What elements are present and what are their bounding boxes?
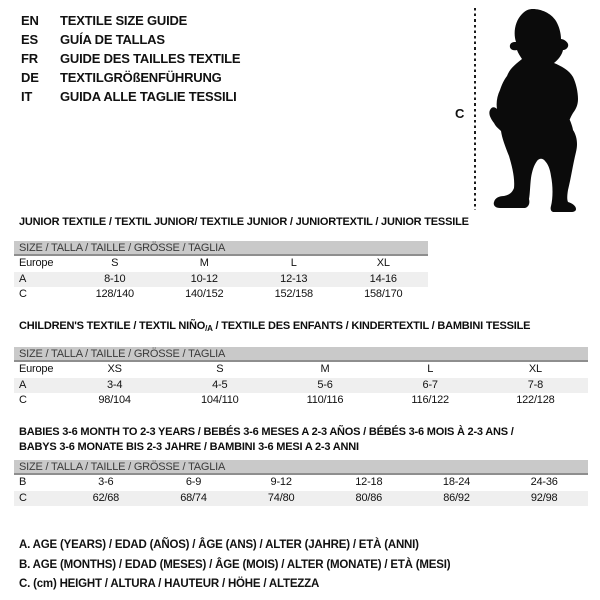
- table-cell: 6-9: [185, 476, 202, 488]
- table-cell: M: [320, 363, 330, 375]
- table-cell: 74/80: [267, 491, 295, 504]
- table-cell: 12-18: [355, 476, 383, 488]
- table-row-height: [14, 491, 588, 507]
- table-row-europe: [14, 362, 588, 378]
- title-text: CHILDREN'S TEXTILE / TEXTIL NIÑO: [19, 320, 206, 332]
- table-cell: 6-7: [422, 378, 438, 391]
- table-cell: 140/152: [185, 288, 224, 300]
- footnote-c: C. (cm) HEIGHT / ALTURA / HAUTEUR / HÖHE / ALTEZZA: [19, 578, 320, 590]
- table-cell: 128/140: [95, 288, 134, 300]
- table-cell: 68/74: [180, 491, 207, 504]
- table-cell: 3-4: [106, 378, 123, 391]
- table-cell: 5-6: [317, 378, 333, 391]
- section-title-babies-line1: BABIES 3-6 MONTH TO 2-3 YEARS / BEBÉS 3-6 MESES A 2-3 AÑOS / BÉBÉS 3-6 MOIS À 2-3 ANS /: [19, 426, 514, 438]
- table-row-height: [14, 393, 588, 409]
- table-cell: 80/86: [355, 491, 383, 504]
- lang-title-fr: GUIDE DES TAILLES TEXTILE: [60, 51, 241, 66]
- size-header-bar: SIZE / TALLA / TAILLE / GRÖSSE / TAGLIA: [14, 460, 588, 475]
- row-label: C: [19, 288, 27, 300]
- babies-size-table: [14, 460, 588, 506]
- row-label: B: [19, 476, 27, 488]
- lang-code-de: DE: [21, 70, 39, 85]
- table-cell: XL: [376, 257, 390, 269]
- size-header-bar: SIZE / TALLA / TAILLE / GRÖSSE / TAGLIA: [14, 241, 428, 256]
- lang-code-fr: FR: [21, 51, 38, 66]
- table-cell: XL: [528, 363, 542, 375]
- table-cell: 86/92: [443, 491, 470, 504]
- junior-size-table: [14, 241, 428, 303]
- lang-row-de: [21, 68, 240, 87]
- table-cell: S: [111, 257, 119, 269]
- footnotes: [19, 536, 450, 595]
- table-row-europe: [14, 256, 428, 272]
- row-label: C: [19, 491, 27, 504]
- table-cell: M: [199, 257, 209, 269]
- table-cell: 9-12: [270, 476, 292, 488]
- size-header-bar: SIZE / TALLA / TAILLE / GRÖSSE / TAGLIA: [14, 347, 588, 362]
- height-measure-dotted-line: [474, 8, 476, 210]
- title-text: / TEXTILE DES ENFANTS / KINDERTEXTIL / BAMBINI TESSILE: [212, 320, 531, 332]
- table-cell: 122/128: [516, 394, 555, 406]
- row-label: A: [19, 272, 27, 285]
- section-title-babies-line2: BABYS 3-6 MONATE BIS 2-3 JAHRE / BAMBINI 3-6 MESI A 2-3 ANNI: [19, 441, 359, 453]
- title-subscript: /A: [205, 324, 213, 333]
- table-row-age-months: [14, 475, 588, 491]
- row-label: A: [19, 378, 27, 391]
- lang-title-es: GUÍA DE TALLAS: [60, 32, 165, 47]
- table-cell: 116/122: [411, 394, 449, 406]
- row-label: Europe: [19, 363, 54, 375]
- table-cell: 7-8: [527, 378, 544, 391]
- children-size-table: [14, 347, 588, 409]
- table-cell: 8-10: [104, 272, 126, 285]
- lang-title-it: GUIDA ALLE TAGLIE TESSILI: [60, 89, 237, 104]
- lang-row-es: [21, 30, 240, 49]
- lang-title-de: TEXTILGRÖßENFÜHRUNG: [60, 70, 222, 85]
- section-title-children: [19, 320, 530, 333]
- lang-row-en: [21, 11, 240, 30]
- footnote-a: A. AGE (YEARS) / EDAD (AÑOS) / ÂGE (ANS) / ALTER (JAHRE) / ETÀ (ANNI): [19, 539, 419, 551]
- table-row-age: [14, 272, 428, 288]
- table-cell: 3-6: [98, 476, 114, 488]
- lang-code-it: IT: [21, 89, 33, 104]
- table-cell: 10-12: [190, 272, 218, 285]
- table-row-height: [14, 287, 428, 303]
- table-cell: 62/68: [92, 491, 120, 504]
- table-cell: 18-24: [442, 476, 471, 488]
- lang-code-es: ES: [21, 32, 38, 47]
- height-measure-label: C: [455, 106, 465, 121]
- footnote-b: B. AGE (MONTHS) / EDAD (MESES) / ÂGE (MOIS) / ALTER (MONATE) / ETÀ (MESI): [19, 558, 451, 571]
- table-cell: 4-5: [212, 378, 228, 391]
- table-cell: XS: [107, 363, 122, 375]
- table-row-age: [14, 378, 588, 394]
- table-cell: 158/170: [364, 288, 403, 300]
- lang-title-en: TEXTILE SIZE GUIDE: [60, 13, 188, 28]
- table-cell: L: [290, 257, 297, 269]
- table-cell: 98/104: [98, 394, 131, 406]
- lang-row-fr: [21, 49, 240, 68]
- row-label: Europe: [19, 257, 54, 269]
- table-cell: 152/158: [274, 288, 313, 300]
- table-cell: 110/116: [306, 394, 344, 406]
- table-cell: 24-36: [530, 476, 558, 488]
- table-cell: 104/110: [201, 394, 239, 406]
- table-cell: 92/98: [530, 491, 558, 504]
- table-cell: L: [427, 363, 434, 375]
- lang-code-en: EN: [21, 13, 39, 28]
- lang-row-it: [21, 87, 240, 106]
- table-cell: 12-13: [280, 272, 308, 285]
- section-title-junior: JUNIOR TEXTILE / TEXTIL JUNIOR/ TEXTILE JUNIOR / JUNIORTEXTIL / JUNIOR TESSILE: [19, 216, 469, 228]
- row-label: C: [19, 394, 27, 406]
- language-header: [21, 11, 240, 106]
- table-cell: S: [216, 363, 224, 375]
- baby-silhouette-icon: [484, 6, 584, 212]
- table-cell: 14-16: [369, 272, 397, 285]
